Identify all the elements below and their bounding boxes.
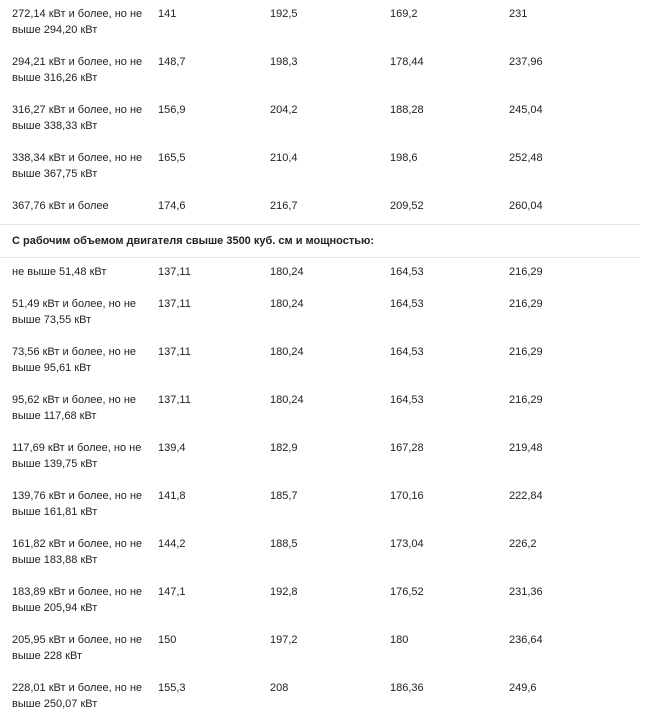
table-row (0, 626, 640, 674)
rate-cell: 204,2 (270, 104, 298, 116)
table-row (0, 290, 640, 338)
table-row (0, 530, 640, 578)
rate-cell: 188,28 (390, 104, 424, 116)
rate-cell: 216,29 (509, 298, 543, 310)
rate-cell: 252,48 (509, 152, 543, 164)
rate-cell: 155,3 (158, 682, 186, 694)
rate-cell: 216,29 (509, 394, 543, 406)
rate-cell: 209,52 (390, 200, 424, 212)
table-row (0, 96, 640, 144)
rate-cell: 144,2 (158, 538, 186, 550)
table-row (0, 258, 640, 290)
power-range-cell: 272,14 кВт и более, но не выше 294,20 кВт (12, 8, 143, 36)
table-row (0, 48, 640, 96)
rate-cell: 173,04 (390, 538, 424, 550)
rate-cell: 210,4 (270, 152, 298, 164)
power-range-cell: 294,21 кВт и более, но не выше 316,26 кВт (12, 56, 143, 84)
rate-cell: 164,53 (390, 298, 424, 310)
rate-cell: 139,4 (158, 442, 186, 454)
rate-cell: 174,6 (158, 200, 186, 212)
table-row (0, 578, 640, 626)
rate-cell: 192,8 (270, 586, 298, 598)
table-row (0, 338, 640, 386)
table-row (0, 434, 640, 482)
table-row (0, 674, 640, 718)
rate-cell: 186,36 (390, 682, 424, 694)
power-range-cell: 367,76 кВт и более (12, 200, 109, 212)
power-range-cell: 95,62 кВт и более, но не выше 117,68 кВт (12, 394, 137, 422)
rate-cell: 150 (158, 634, 177, 646)
power-range-cell: 117,69 кВт и более, но не выше 139,75 кВт (12, 442, 142, 470)
rate-cell: 180,24 (270, 394, 304, 406)
table-row (0, 192, 640, 224)
section-title: С рабочим объемом двигателя свыше 3500 куб. см и мощностью: (12, 235, 375, 247)
rate-cell: 245,04 (509, 104, 543, 116)
rate-cell: 237,96 (509, 56, 543, 68)
rate-cell: 182,9 (270, 442, 298, 454)
power-range-cell: 139,76 кВт и более, но не выше 161,81 кВт (12, 490, 143, 518)
power-range-cell: 51,49 кВт и более, но не выше 73,55 кВт (12, 298, 137, 326)
rate-cell: 141,8 (158, 490, 186, 502)
rate-cell: 208 (270, 682, 289, 694)
power-range-cell: не выше 51,48 кВт (12, 266, 107, 278)
rate-cell: 164,53 (390, 346, 424, 358)
rate-cell: 180,24 (270, 298, 304, 310)
rate-cell: 170,16 (390, 490, 424, 502)
rate-cell: 156,9 (158, 104, 186, 116)
power-range-cell: 161,82 кВт и более, но не выше 183,88 кВт (12, 538, 143, 566)
rate-cell: 141 (158, 8, 177, 20)
rate-cell: 180,24 (270, 266, 304, 278)
rate-cell: 216,29 (509, 346, 543, 358)
rate-cell: 216,29 (509, 266, 543, 278)
section-header-row (0, 224, 640, 258)
table-row (0, 144, 640, 192)
table-row (0, 482, 640, 530)
power-range-cell: 316,27 кВт и более, но не выше 338,33 кВт (12, 104, 143, 132)
rate-cell: 178,44 (390, 56, 424, 68)
rate-cell: 197,2 (270, 634, 298, 646)
rate-cell: 192,5 (270, 8, 298, 20)
rate-cell: 198,3 (270, 56, 298, 68)
rate-cell: 231,36 (509, 586, 543, 598)
rate-cell: 137,11 (158, 298, 191, 310)
rate-cell: 219,48 (509, 442, 543, 454)
rate-cell: 137,11 (158, 394, 191, 406)
table-row (0, 386, 640, 434)
power-range-cell: 183,89 кВт и более, но не выше 205,94 кВт (12, 586, 143, 614)
rate-cell: 260,04 (509, 200, 543, 212)
power-range-cell: 73,56 кВт и более, но не выше 95,61 кВт (12, 346, 137, 374)
rate-cell: 226,2 (509, 538, 537, 550)
rate-cell: 169,2 (390, 8, 418, 20)
rate-cell: 167,28 (390, 442, 424, 454)
rate-cell: 216,7 (270, 200, 298, 212)
rate-cell: 165,5 (158, 152, 186, 164)
power-range-cell: 205,95 кВт и более, но не выше 228 кВт (12, 634, 143, 662)
rate-cell: 147,1 (158, 586, 186, 598)
rate-cell: 176,52 (390, 586, 424, 598)
power-range-cell: 228,01 кВт и более, но не выше 250,07 кВт (12, 682, 143, 710)
rate-cell: 148,7 (158, 56, 186, 68)
rate-cell: 185,7 (270, 490, 298, 502)
rate-cell: 222,84 (509, 490, 543, 502)
rate-cell: 164,53 (390, 266, 424, 278)
rate-cell: 231 (509, 8, 528, 20)
rate-cell: 249,6 (509, 682, 537, 694)
power-range-cell: 338,34 кВт и более, но не выше 367,75 кВт (12, 152, 143, 180)
rate-cell: 137,11 (158, 266, 191, 278)
rate-cell: 198,6 (390, 152, 418, 164)
rate-cell: 180 (390, 634, 409, 646)
table-row (0, 0, 640, 48)
rate-cell: 180,24 (270, 346, 304, 358)
rate-cell: 164,53 (390, 394, 424, 406)
rate-cell: 188,5 (270, 538, 298, 550)
rate-cell: 236,64 (509, 634, 543, 646)
rate-cell: 137,11 (158, 346, 191, 358)
